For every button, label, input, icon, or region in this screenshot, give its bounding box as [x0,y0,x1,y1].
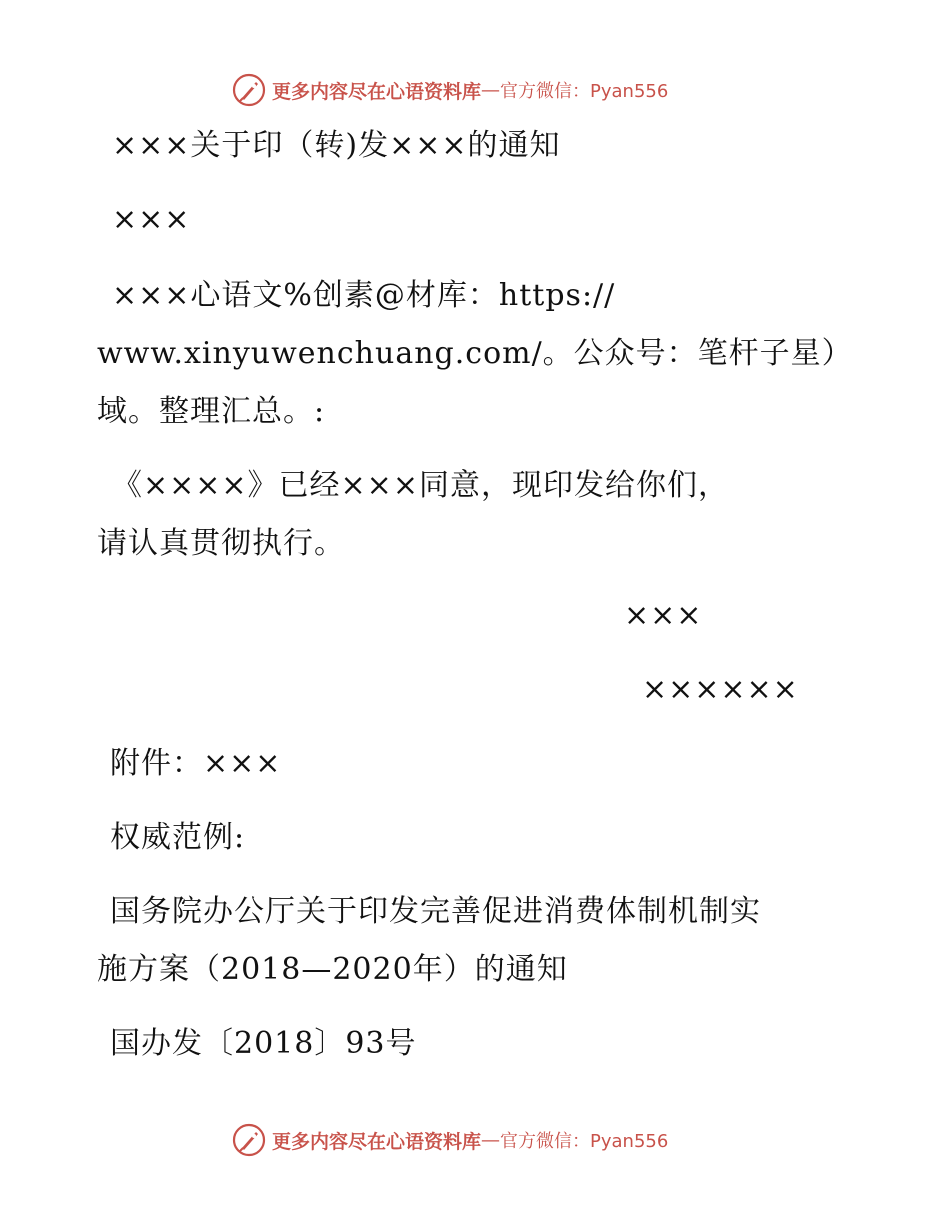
signature-date: ×××××× [642,672,799,707]
quill-pen-icon [232,1123,266,1157]
banner-brand-text: 更多内容尽在心语资料库 [272,80,482,103]
footer-banner [232,1122,668,1158]
quill-pen-icon [232,73,266,107]
body-text-line-2: 请认真贯彻执行。 [97,526,345,561]
body-text-line-1: 《××××》已经×××同意，现印发给你们， [112,468,729,503]
banner-contact-text: 官方微信：Pyan556 [500,81,669,102]
watermark-text-line-1: ×××心语文%创素@材库：https:// [112,278,616,313]
example-doc-number: 国办发〔2018〕93号 [110,1026,417,1061]
example-heading: 权威范例: [110,820,246,855]
example-title-line-2: 施方案（2018—2020年）的通知 [97,952,568,987]
banner-dash: — [481,79,501,101]
example-title-line-1: 国务院办公厅关于印发完善促进消费体制机制实 [110,894,761,929]
attachment-line: 附件：××× [110,746,282,781]
header-banner [232,72,668,108]
watermark-text-line-3: 域。整理汇总。: [97,394,326,429]
document-title: ×××关于印（转)发×××的通知 [112,128,561,163]
banner-brand-text: 更多内容尽在心语资料库 [272,1130,482,1153]
banner-dash: — [481,1129,501,1151]
signature-org: ××× [624,598,703,633]
watermark-text-line-2: www.xinyuwenchuang.com/。公众号：笔杆子星） [97,336,853,371]
banner-contact-text: 官方微信：Pyan556 [500,1131,669,1152]
recipient-line: ××× [112,202,191,237]
